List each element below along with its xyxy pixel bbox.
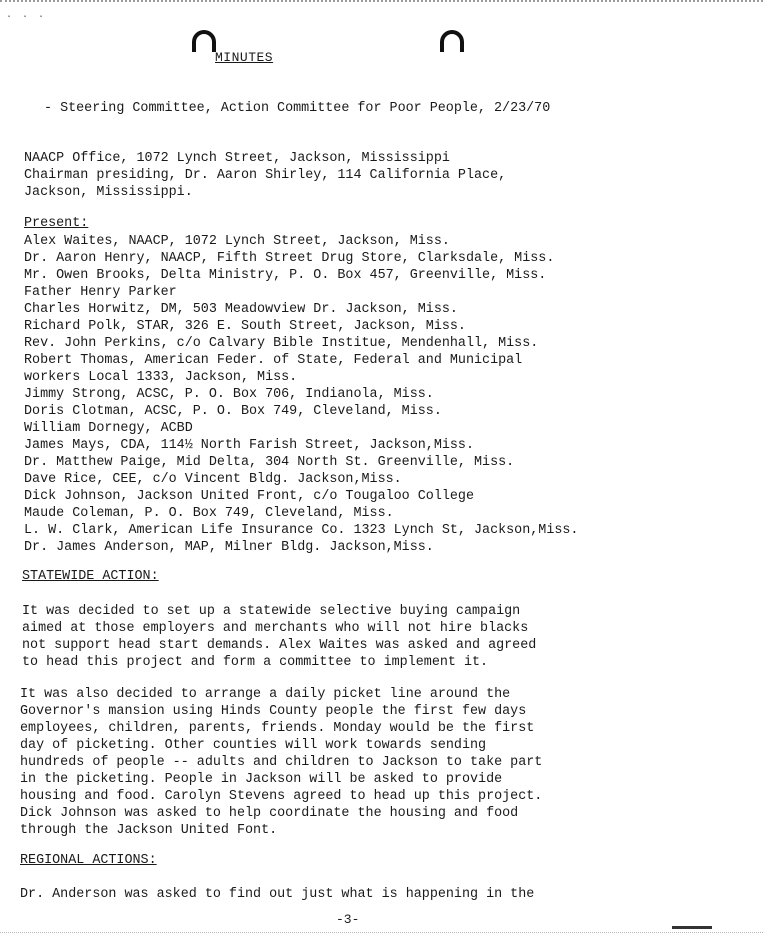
document-subtitle: - Steering Committee, Action Committee for Poor People, 2/23/70	[44, 101, 551, 116]
attendee-line: Mr. Owen Brooks, Delta Ministry, P. O. Box 457, Greenville, Miss.	[24, 268, 547, 283]
attendee-line: Dave Rice, CEE, c/o Vincent Bldg. Jackson,Miss.	[24, 472, 402, 487]
scan-specks: · · ·	[6, 12, 47, 23]
attendee-line: Rev. John Perkins, c/o Calvary Bible Institue, Mendenhall, Miss.	[24, 336, 539, 351]
attendee-line: Dick Johnson, Jackson United Front, c/o Tougaloo College	[24, 489, 474, 504]
attendee-line: workers Local 1333, Jackson, Miss.	[24, 370, 298, 385]
paragraph-line: It was also decided to arrange a daily picket line around the	[20, 687, 511, 702]
attendee-line: Charles Horwitz, DM, 503 Meadowview Dr. Jackson, Miss.	[24, 302, 458, 317]
statewide-title: STATEWIDE ACTION:	[22, 569, 159, 584]
scan-corner-mark	[672, 926, 712, 935]
paragraph-line: not support head start demands. Alex Waites was asked and agreed	[22, 638, 537, 653]
paragraph-line: It was decided to set up a statewide selective buying campaign	[22, 604, 521, 619]
paragraph-line: through the Jackson United Font.	[20, 823, 278, 838]
location-line: Chairman presiding, Dr. Aaron Shirley, 114 California Place,	[24, 168, 507, 183]
paragraph-line: to head this project and form a committee to implement it.	[22, 655, 489, 670]
page-number: -3-	[336, 912, 360, 927]
scan-edge	[0, 0, 763, 6]
location-line: Jackson, Mississippi.	[24, 185, 193, 200]
attendee-line: Jimmy Strong, ACSC, P. O. Box 706, Indianola, Miss.	[24, 387, 434, 402]
attendee-line: Richard Polk, STAR, 326 E. South Street, Jackson, Miss.	[24, 319, 466, 334]
attendee-line: Dr. James Anderson, MAP, Milner Bldg. Jackson,Miss.	[24, 540, 434, 555]
attendee-line: James Mays, CDA, 114½ North Farish Street, Jackson,Miss.	[24, 438, 474, 453]
attendee-line: Dr. Matthew Paige, Mid Delta, 304 North St. Greenville, Miss.	[24, 455, 515, 470]
scan-footer-edge	[0, 932, 763, 933]
paragraph-line: Dr. Anderson was asked to find out just what is happening in the	[20, 887, 535, 902]
present-title: Present:	[24, 216, 89, 231]
attendee-line: Robert Thomas, American Feder. of State, Federal and Municipal	[24, 353, 523, 368]
paragraph-line: day of picketing. Other counties will work towards sending	[20, 738, 487, 753]
attendee-line: L. W. Clark, American Life Insurance Co. 1323 Lynch St, Jackson,Miss.	[24, 523, 579, 538]
attendee-line: Maude Coleman, P. O. Box 749, Cleveland, Miss.	[24, 506, 394, 521]
paragraph-line: Governor's mansion using Hinds County people the first few days	[20, 704, 527, 719]
attendee-line: Alex Waites, NAACP, 1072 Lynch Street, Jackson, Miss.	[24, 234, 450, 249]
attendee-line: Dr. Aaron Henry, NAACP, Fifth Street Drug Store, Clarksdale, Miss.	[24, 251, 555, 266]
document-heading: MINUTES	[215, 50, 274, 65]
paragraph-line: employees, children, parents, friends. Monday would be the first	[20, 721, 535, 736]
punch-hole-mark-left	[192, 30, 216, 52]
attendee-line: William Dornegy, ACBD	[24, 421, 193, 436]
paragraph-line: Dick Johnson was asked to help coordinate the housing and food	[20, 806, 519, 821]
paragraph-line: in the picketing. People in Jackson will be asked to provide	[20, 772, 503, 787]
paragraph-line: housing and food. Carolyn Stevens agreed to head up this project.	[20, 789, 543, 804]
attendee-line: Father Henry Parker	[24, 285, 177, 300]
attendee-line: Doris Clotman, ACSC, P. O. Box 749, Cleveland, Miss.	[24, 404, 442, 419]
paragraph-line: hundreds of people -- adults and children to Jackson to take part	[20, 755, 543, 770]
regional-title: REGIONAL ACTIONS:	[20, 853, 157, 868]
punch-hole-mark-right	[440, 30, 464, 52]
location-line: NAACP Office, 1072 Lynch Street, Jackson, Mississippi	[24, 151, 450, 166]
paragraph-line: aimed at those employers and merchants who will not hire blacks	[22, 621, 529, 636]
